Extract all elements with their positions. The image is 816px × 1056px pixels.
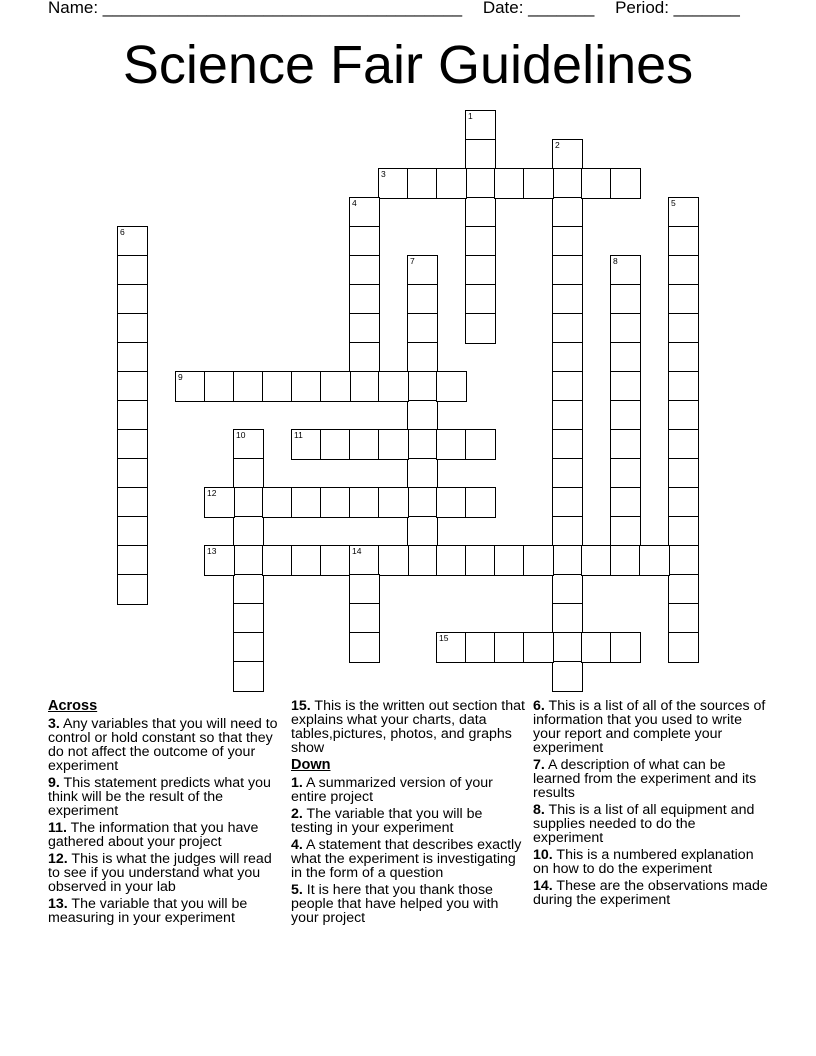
crossword-cell[interactable]: [494, 168, 525, 199]
crossword-cell[interactable]: [668, 342, 699, 373]
down-clue: 1. A summarized version of your entire project: [291, 775, 493, 805]
crossword-cell[interactable]: [291, 545, 322, 576]
crossword-cell[interactable]: [552, 545, 583, 576]
crossword-cell[interactable]: [523, 545, 554, 576]
clue-number: 7: [410, 256, 415, 266]
clue-number: 10: [236, 430, 246, 440]
period-field[interactable]: Period: _______: [615, 0, 740, 17]
clues-column-1: [48, 699, 284, 928]
clue-number: 14: [352, 546, 362, 556]
crossword-cell[interactable]: [610, 429, 641, 460]
crossword-cell[interactable]: [349, 313, 380, 344]
crossword-cell[interactable]: [349, 429, 380, 460]
crossword-cell[interactable]: [349, 574, 380, 605]
crossword-cell[interactable]: [668, 429, 699, 460]
down-clue: 8. This is a list of all equipment and supplies needed to do the experiment: [533, 802, 755, 846]
crossword-cell[interactable]: [407, 284, 438, 315]
crossword-cell[interactable]: [320, 545, 351, 576]
crossword-cell[interactable]: [407, 313, 438, 344]
crossword-cell[interactable]: [436, 545, 467, 576]
crossword-cell[interactable]: [610, 313, 641, 344]
crossword-cell[interactable]: [668, 255, 699, 286]
crossword-cell[interactable]: [465, 197, 496, 228]
crossword-cell[interactable]: [552, 429, 583, 460]
down-clue: 2. The variable that you will be testing in your experiment: [291, 806, 483, 836]
crossword-cell[interactable]: [610, 255, 641, 286]
down-clue: 14. These are the observations made during the experiment: [533, 878, 768, 908]
down-clue: 7. A description of what can be learned from the experiment and its results: [533, 757, 757, 801]
crossword-cell[interactable]: [262, 545, 293, 576]
clue-number: 13: [207, 546, 217, 556]
crossword-cell[interactable]: [320, 487, 351, 518]
crossword-cell[interactable]: [610, 400, 641, 431]
crossword-cell[interactable]: [436, 632, 467, 663]
crossword-cell[interactable]: [291, 429, 322, 460]
clue-number: 3: [381, 169, 386, 179]
crossword-cell[interactable]: [668, 313, 699, 344]
crossword-cell[interactable]: [465, 226, 496, 257]
clues-column-2: [291, 699, 525, 928]
crossword-cell[interactable]: [262, 371, 293, 402]
crossword-cell[interactable]: [668, 284, 699, 315]
crossword-cell[interactable]: [407, 371, 438, 402]
crossword-cell[interactable]: [117, 574, 148, 605]
down-heading: Down: [291, 757, 331, 773]
crossword-cell[interactable]: [610, 342, 641, 373]
crossword-cell[interactable]: [117, 458, 148, 489]
crossword-cell[interactable]: [552, 226, 583, 257]
crossword-cell[interactable]: [552, 168, 583, 199]
crossword-cell[interactable]: [117, 313, 148, 344]
down-clue: 10. This is a numbered explanation on how to do the experiment: [533, 847, 754, 877]
crossword-cell[interactable]: [552, 313, 583, 344]
crossword-cell[interactable]: [610, 168, 641, 199]
crossword-cell[interactable]: [668, 226, 699, 257]
crossword-cell[interactable]: [465, 168, 496, 199]
crossword-cell[interactable]: [668, 487, 699, 518]
crossword-cell[interactable]: [552, 197, 583, 228]
crossword-cell[interactable]: [117, 545, 148, 576]
crossword-cell[interactable]: [465, 139, 496, 170]
crossword-cell[interactable]: [407, 255, 438, 286]
crossword-cell[interactable]: [552, 632, 583, 663]
crossword-cell[interactable]: [233, 516, 264, 547]
page-title: Science Fair Guidelines: [122, 35, 694, 95]
crossword-cell[interactable]: [349, 487, 380, 518]
crossword-cell[interactable]: [552, 139, 583, 170]
crossword-cell[interactable]: [552, 487, 583, 518]
crossword-cell[interactable]: [378, 429, 409, 460]
crossword-cell[interactable]: [465, 487, 496, 518]
crossword-cell[interactable]: [117, 429, 148, 460]
crossword-cell[interactable]: [552, 342, 583, 373]
crossword-cell[interactable]: [465, 313, 496, 344]
crossword-cell[interactable]: [349, 284, 380, 315]
across-clue: 11. The information that you have gathered about your project: [48, 820, 259, 850]
clue-number: 15: [439, 633, 449, 643]
crossword-cell[interactable]: [436, 487, 467, 518]
crossword-cell[interactable]: [552, 574, 583, 605]
crossword-cell[interactable]: [610, 516, 641, 547]
crossword-cell[interactable]: [610, 371, 641, 402]
crossword-cell[interactable]: [465, 429, 496, 460]
crossword-cell[interactable]: [552, 603, 583, 634]
crossword-cell[interactable]: [668, 197, 699, 228]
crossword-cell[interactable]: [349, 226, 380, 257]
crossword-cell[interactable]: [436, 429, 467, 460]
crossword-cell[interactable]: [117, 400, 148, 431]
crossword-cell[interactable]: [233, 371, 264, 402]
crossword-cell[interactable]: [552, 400, 583, 431]
crossword-cell[interactable]: [233, 632, 264, 663]
clue-number: 12: [207, 488, 217, 498]
crossword-cell[interactable]: [117, 487, 148, 518]
crossword-cell[interactable]: [610, 545, 641, 576]
crossword-cell[interactable]: [349, 545, 380, 576]
crossword-cell[interactable]: [465, 632, 496, 663]
crossword-cell[interactable]: [552, 516, 583, 547]
crossword-cell[interactable]: [581, 168, 612, 199]
crossword-cell[interactable]: [204, 545, 235, 576]
date-field[interactable]: Date: _______: [482, 0, 595, 17]
crossword-cell[interactable]: [233, 487, 264, 518]
crossword-cell[interactable]: [349, 371, 380, 402]
crossword-cell[interactable]: [349, 197, 380, 228]
crossword-cell[interactable]: [262, 487, 293, 518]
crossword-cell[interactable]: [552, 458, 583, 489]
crossword-cell[interactable]: [175, 371, 206, 402]
crossword-cell[interactable]: [552, 255, 583, 286]
crossword-cell[interactable]: [494, 632, 525, 663]
crossword-cell[interactable]: [407, 429, 438, 460]
down-clue: 6. This is a list of all of the sources of information that you used to write your report and complete your experiment: [533, 698, 766, 756]
crossword-cell[interactable]: [465, 284, 496, 315]
crossword-cell[interactable]: [581, 545, 612, 576]
clue-number: 8: [613, 256, 618, 266]
crossword-cell[interactable]: [407, 545, 438, 576]
crossword-cell[interactable]: [349, 342, 380, 373]
crossword-cell[interactable]: [552, 284, 583, 315]
crossword-cell[interactable]: [552, 371, 583, 402]
down-clue: 5. It is here that you thank those people that have helped you with your project: [291, 882, 499, 926]
crossword-cell[interactable]: [291, 487, 322, 518]
clue-number: 4: [352, 198, 357, 208]
across-clue: 3. Any variables that you will need to control or hold constant so that they do not affect the outcome of your experiment: [48, 716, 278, 774]
crossword-cell[interactable]: [291, 371, 322, 402]
crossword-cell[interactable]: [349, 632, 380, 663]
crossword-cell[interactable]: [668, 574, 699, 605]
across-clue: 12. This is what the judges will read to see if you understand what you observed in your lab: [48, 851, 272, 895]
crossword-cell[interactable]: [233, 603, 264, 634]
crossword-cell[interactable]: [233, 574, 264, 605]
crossword-cell[interactable]: [378, 545, 409, 576]
across-heading: Across: [48, 698, 98, 714]
crossword-cell[interactable]: [233, 661, 264, 692]
crossword-cell[interactable]: [407, 168, 438, 199]
crossword-cell[interactable]: [407, 487, 438, 518]
crossword-cell[interactable]: [465, 545, 496, 576]
crossword-cell[interactable]: [233, 458, 264, 489]
crossword-cell[interactable]: [407, 516, 438, 547]
crossword-cell[interactable]: [610, 458, 641, 489]
crossword-cell[interactable]: [494, 545, 525, 576]
crossword-cell[interactable]: [117, 371, 148, 402]
crossword-cell[interactable]: [465, 255, 496, 286]
name-field[interactable]: Name: ______________________________________: [48, 0, 463, 17]
crossword-cell[interactable]: [117, 342, 148, 373]
crossword-cell[interactable]: [378, 371, 409, 402]
crossword-cell[interactable]: [349, 603, 380, 634]
clue-number: 5: [671, 198, 676, 208]
crossword-cell[interactable]: [117, 255, 148, 286]
crossword-cell[interactable]: [407, 400, 438, 431]
crossword-cell[interactable]: [117, 226, 148, 257]
down-clue: 4. A statement that describes exactly what the experiment is investigating in the form of a question: [291, 837, 522, 881]
crossword-cell[interactable]: [668, 632, 699, 663]
crossword-cell[interactable]: [117, 516, 148, 547]
crossword-cell[interactable]: [349, 255, 380, 286]
crossword-cell[interactable]: [668, 458, 699, 489]
crossword-cell[interactable]: [233, 545, 264, 576]
crossword-cell[interactable]: [436, 168, 467, 199]
across-clue: 9. This statement predicts what you think will be the result of the experiment: [48, 775, 271, 819]
crossword-cell[interactable]: [204, 371, 235, 402]
clue-number: 6: [120, 227, 125, 237]
clue-number: 2: [555, 140, 560, 150]
crossword-cell[interactable]: [668, 371, 699, 402]
crossword-cell[interactable]: [581, 632, 612, 663]
clue-number: 9: [178, 372, 183, 382]
crossword-cell[interactable]: [523, 632, 554, 663]
crossword-cell[interactable]: [610, 632, 641, 663]
crossword-cell[interactable]: [436, 371, 467, 402]
crossword-cell[interactable]: [465, 110, 496, 141]
crossword-cell[interactable]: [639, 545, 670, 576]
crossword-cell[interactable]: [378, 168, 409, 199]
crossword-cell[interactable]: [668, 603, 699, 634]
crossword-cell[interactable]: [378, 487, 409, 518]
crossword-cell[interactable]: [233, 429, 264, 460]
clue-number: 1: [468, 111, 473, 121]
crossword-cell[interactable]: [523, 168, 554, 199]
across-clue: 13. The variable that you will be measuring in your experiment: [48, 896, 248, 926]
crossword-cell[interactable]: [204, 487, 235, 518]
crossword-cell[interactable]: [668, 516, 699, 547]
crossword-cell[interactable]: [610, 284, 641, 315]
crossword-cell[interactable]: [320, 429, 351, 460]
crossword-cell[interactable]: [552, 661, 583, 692]
crossword-cell[interactable]: [668, 400, 699, 431]
crossword-cell[interactable]: [407, 342, 438, 373]
crossword-cell[interactable]: [668, 545, 699, 576]
crossword-cell[interactable]: [407, 458, 438, 489]
crossword-cell[interactable]: [117, 284, 148, 315]
crossword-cell[interactable]: [610, 487, 641, 518]
clues-column-3: [533, 699, 769, 910]
across-clue: 15. This is the written out section that explains what your charts, data tables,pictures, photos, and graphs show: [291, 698, 525, 756]
clue-number: 11: [294, 430, 303, 440]
crossword-cell[interactable]: [320, 371, 351, 402]
